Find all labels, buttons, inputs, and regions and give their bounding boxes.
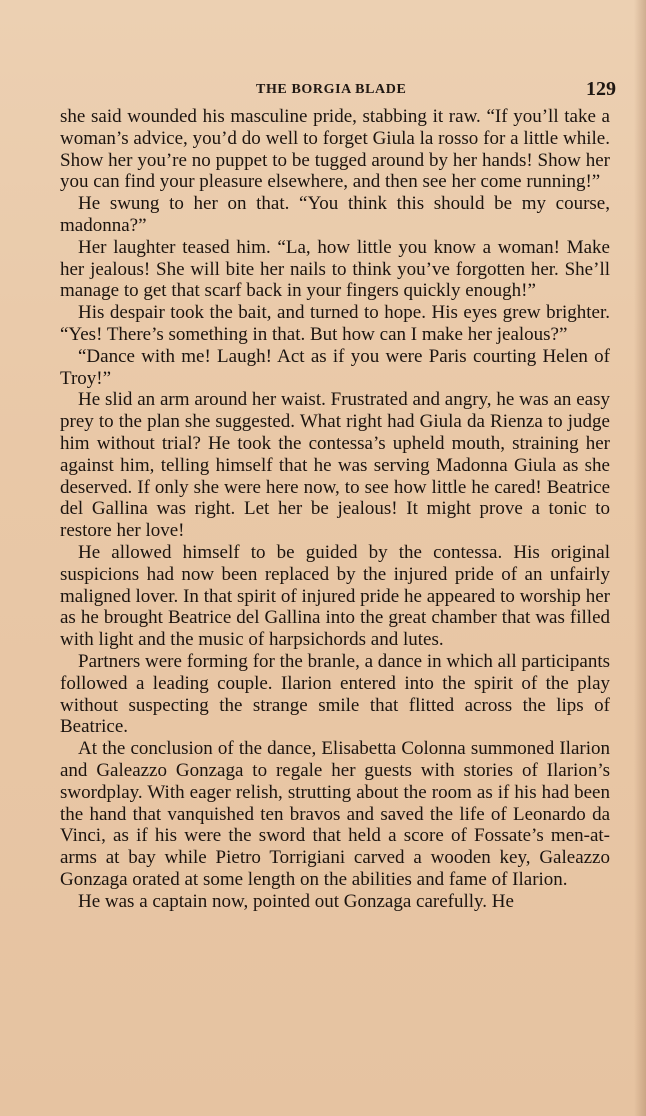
paragraph: she said wounded his masculine pride, stabbing it raw. “If you’ll take a woman’s advice, you’d do well to forget Giula la rosso for a little while. Show her you’re no puppet to be tugged around by her hands! Show her you can find your pleasure elsewhere, and then see her come running!” — [60, 106, 610, 193]
paragraph: He allowed himself to be guided by the contessa. His original suspicions had now been replaced by the injured pride of an unfairly maligned lover. In that spirit of injured pride he appeared to worship her as he brought Beatrice del Gallina into the great chamber that was filled with light and the music of harpsichords and lutes. — [60, 541, 610, 651]
paragraph: Partners were forming for the branle, a dance in which all participants followed a leading couple. Ilarion entered into the spirit of the play without suspecting the strange smile that flitted across the lips of Beatrice. — [60, 650, 610, 738]
paragraph: His despair took the bait, and turned to hope. His eyes grew brighter. “Yes! There’s something in that. But how can I make her jealous?” — [60, 302, 610, 345]
paragraph: He swung to her on that. “You think this should be my course, madonna?” — [60, 193, 610, 236]
paragraph: Her laughter teased him. “La, how little you know a woman! Make her jealous! She will bite her nails to think you’ve forgotten her. She’ll manage to get that scarf back in your fingers quickly enough!” — [60, 236, 610, 302]
body-text — [60, 106, 610, 912]
running-head: THE BORGIA BLADE — [256, 82, 407, 97]
page-edge-shadow — [634, 0, 646, 1116]
paragraph: He slid an arm around her waist. Frustrated and angry, he was an easy prey to the plan she suggested. What right had Giula da Rienza to judge him without trial? He took the contessa’s upheld mouth, straining her against him, telling himself that he was serving Madonna Giula as she deserved. If only she were here now, to see how little he cared! Beatrice del Gallina was right. Let her be jealous! It might prove a tonic to restore her love! — [60, 389, 610, 542]
paragraph: At the conclusion of the dance, Elisabetta Colonna summoned Ilarion and Galeazzo Gonzaga to regale her guests with stories of Ilarion’s swordplay. With eager relish, strutting about the room as if his had been the hand that vanquished ten bravos and saved the life of Leonardo da Vinci, as if his were the sword that held a score of Fossate’s men-at-arms at bay while Pietro Torrigiani carved a wooden key, Galeazzo Gonzaga orated at some length on the abilities and fame of Ilarion. — [60, 738, 610, 890]
paragraph: He was a captain now, pointed out Gonzaga carefully. He — [78, 890, 514, 912]
page-header — [60, 76, 616, 106]
page-number: 129 — [586, 78, 616, 100]
paragraph: “Dance with me! Laugh! Act as if you were Paris courting Helen of Troy!” — [60, 345, 610, 389]
